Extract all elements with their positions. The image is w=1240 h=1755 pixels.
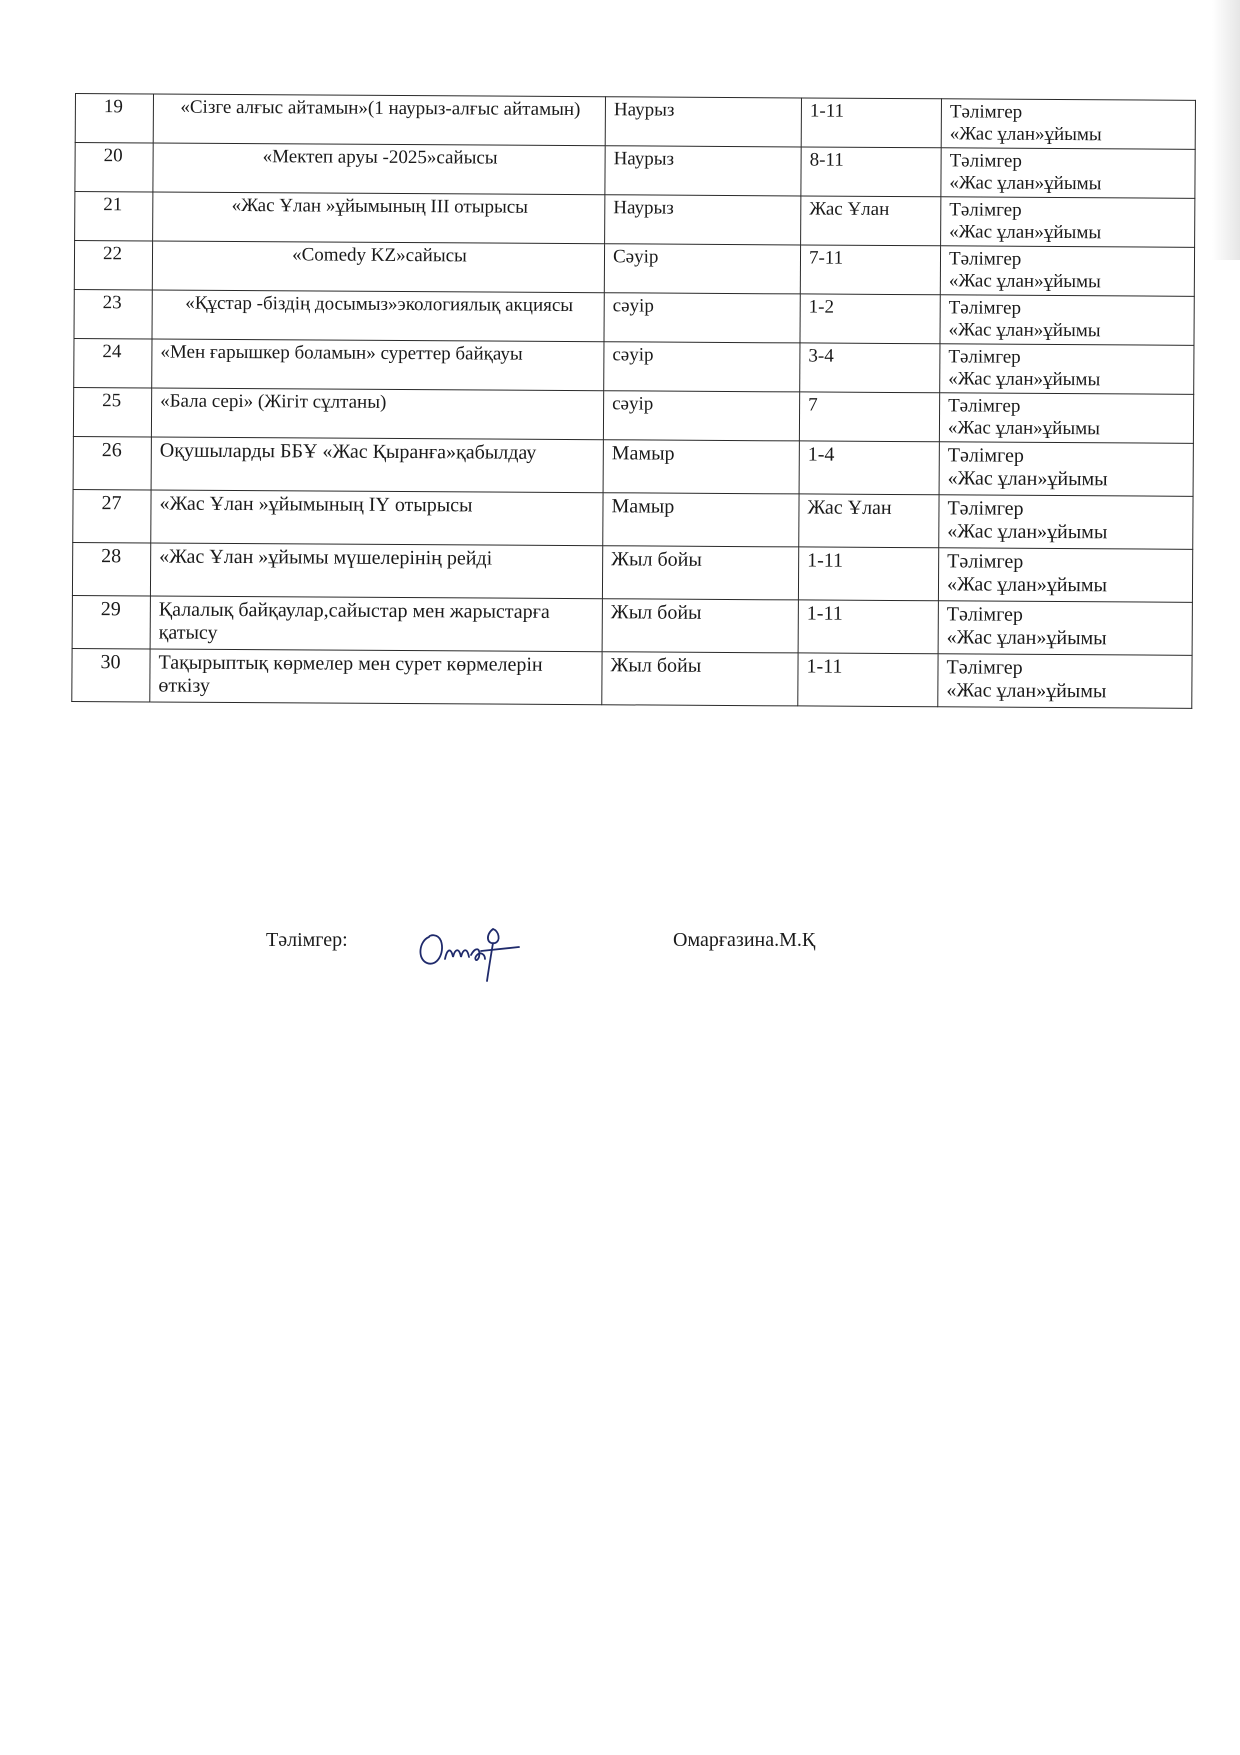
table-row [75,143,1195,199]
event-grades: 1-4 [799,441,939,495]
responsible-role: Тәлімгер [947,444,1024,467]
responsible-organization: «Жас ұлан»ұйымы [947,417,1101,440]
responsible-organization: «Жас ұлан»ұйымы [948,368,1101,391]
responsible-role: Тәлімгер [948,346,1021,368]
event-responsible [938,548,1192,603]
table-row [73,436,1193,496]
responsible-role: Тәлімгер [947,497,1024,520]
table-row [72,648,1192,708]
event-grades: 1-11 [798,600,938,654]
table-row [75,94,1195,150]
table-row [74,289,1194,345]
handwritten-signature [415,915,535,985]
event-month: Жыл бойы [602,599,798,653]
row-number: 26 [73,436,151,489]
event-name: «Сізге алғыс айтамын»(1 наурыз-алғыс айтамын) [153,94,605,146]
event-name: Қалалық байқаулар,сайыстар мен жарыстарға қатысу [150,596,602,652]
event-name: «Мектеп аруы -2025»сайысы [153,143,605,195]
event-month: Наурыз [605,97,801,147]
row-number: 30 [72,648,150,701]
responsible-organization: «Жас ұлан»ұйымы [946,573,1108,597]
table-row [73,387,1193,443]
event-month: сәуір [603,391,799,441]
row-number: 25 [73,387,151,436]
event-grades: 7 [799,392,939,442]
responsible-role: Тәлімгер [946,656,1023,679]
event-grades: 1-11 [798,547,938,601]
event-grades: 1-11 [798,653,938,707]
row-number: 22 [74,241,152,290]
responsible-organization: «Жас ұлан»ұйымы [948,319,1101,342]
event-month: Наурыз [605,146,801,196]
responsible-organization: «Жас ұлан»ұйымы [948,270,1101,293]
responsible-organization: «Жас ұлан»ұйымы [946,679,1107,703]
event-name: «Жас Ұлан »ұйымының ІҮ отырысы [151,490,603,546]
event-responsible [938,601,1192,656]
row-number: 19 [75,94,153,143]
responsible-role: Тәлімгер [948,297,1022,319]
responsible-role: Тәлімгер [948,248,1022,270]
table-row [72,595,1192,655]
event-responsible [938,654,1192,709]
event-name: «Жас Ұлан »ұйымы мүшелерінің рейді [150,543,602,599]
responsible-role: Тәлімгер [948,395,1021,417]
event-name: «Comedy KZ»сайысы [152,241,604,293]
table-row [72,542,1192,602]
event-responsible [941,99,1195,150]
event-month: сәуір [604,293,800,343]
event-name: Оқушыларды ББҰ «Жас Қыранға»қабылдау [151,437,603,493]
event-month: Мамыр [603,440,799,494]
responsible-role: Тәлімгер [949,199,1022,221]
event-month: Жыл бойы [602,652,798,706]
responsible-role: Тәлімгер [947,550,1024,573]
signer-name: Омарғазина.М.Қ [673,929,816,951]
table-row [74,241,1194,297]
event-month: Жыл бойы [602,546,798,600]
responsible-organization: «Жас ұлан»ұйымы [949,221,1102,244]
event-name: «Бала сері» (Жігіт сұлтаны) [151,388,603,440]
event-responsible [939,495,1193,550]
event-name: «Жас Ұлан »ұйымының ІІІ отырысы [153,192,605,244]
event-month: Наурыз [605,195,801,245]
responsible-organization: «Жас ұлан»ұйымы [947,467,1108,491]
row-number: 24 [74,338,152,387]
signer-role-label: Тәлімгер: [266,929,348,951]
responsible-role: Тәлімгер [949,150,1022,172]
event-month: сәуір [604,342,800,392]
event-responsible [939,393,1193,444]
event-responsible [940,295,1194,346]
row-number: 20 [75,143,153,192]
event-responsible [941,148,1195,199]
row-number: 28 [72,542,150,595]
responsible-organization: «Жас ұлан»ұйымы [949,123,1102,146]
event-responsible [939,442,1193,497]
event-grades: 7-11 [800,245,940,295]
responsible-role: Тәлімгер [946,603,1024,626]
event-name: «Мен ғарышкер боламын» суреттер байқауы [152,339,604,391]
table-row [74,338,1194,394]
signature-block [0,915,1240,985]
event-grades: 1-11 [801,98,941,148]
responsible-organization: «Жас ұлан»ұйымы [946,626,1107,650]
event-responsible [940,246,1194,297]
event-grades: Жас Ұлан [799,494,939,548]
row-number: 29 [72,595,150,648]
event-grades: 1-2 [800,294,940,344]
event-grades: 3-4 [800,343,940,393]
event-responsible [940,344,1194,395]
responsible-organization: «Жас ұлан»ұйымы [949,172,1102,195]
event-name: «Құстар -біздің досымыз»экологиялық акциясы [152,290,604,342]
row-number: 23 [74,289,152,338]
event-grades: Жас Ұлан [801,196,941,246]
table-row [75,192,1195,248]
event-name: Тақырыптық көрмелер мен сурет көрмелерін өткізу [150,649,602,705]
scan-edge-shadow [1212,0,1240,260]
event-month: Мамыр [603,493,799,547]
responsible-role: Тәлімгер [949,101,1023,123]
row-number: 21 [75,192,153,241]
row-number: 27 [73,489,151,542]
event-month: Сәуір [604,244,800,294]
responsible-organization: «Жас ұлан»ұйымы [947,520,1108,544]
events-plan-table [71,93,1196,709]
event-responsible [941,197,1195,248]
event-grades: 8-11 [801,147,941,197]
table-row [73,489,1193,549]
